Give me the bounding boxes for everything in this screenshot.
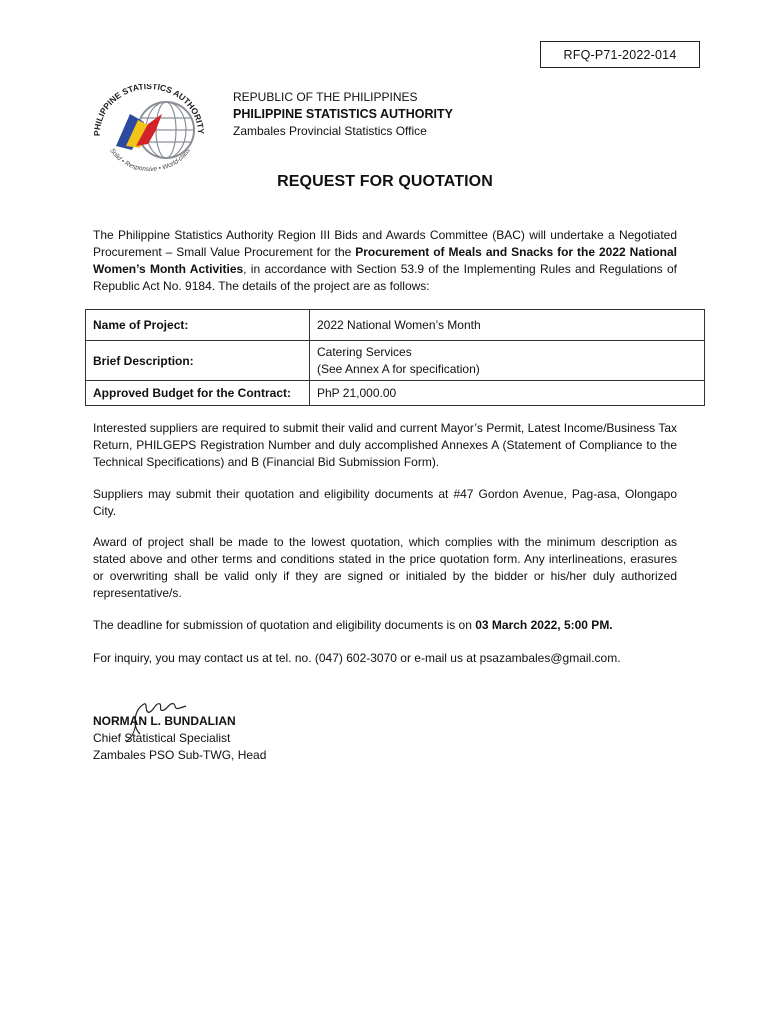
psa-logo: [86, 84, 210, 176]
header-agency: PHILIPPINE STATISTICS AUTHORITY: [233, 107, 453, 121]
intro-text-1: The Philippine Statistics Authority Region III Bids and Awards Committee (BAC) will undertake a Negotiated Procurement – Small Value Procurement for the: [93, 228, 677, 259]
deadline-date: 03 March 2022, 5:00 PM.: [475, 618, 613, 632]
project-details-table: [85, 309, 705, 406]
table-value-line1: Catering Services: [317, 344, 412, 359]
table-label: Name of Project:: [86, 310, 310, 341]
table-value-line2: (See Annex A for specification): [317, 361, 480, 376]
requirements-paragraph: Interested suppliers are required to submit their valid and current Mayor’s Permit, Latest Income/Business Tax Return, PHILGEPS Registration Number and duly accomplished Annexes A (Statement of Compliance to the Technical Specifications) and B (Financial Bid Submission Form).: [93, 421, 677, 469]
award-paragraph: Award of project shall be made to the lowest quotation, which complies with the minimum description as stated above and other terms and conditions stated in the price quotation form. Any interlineations, erasures or overwriting shall be valid only if they are signed or initialed by the bidder or his/her duly authorized representative/s.: [93, 535, 677, 600]
reference-number-box: [540, 41, 700, 68]
intro-text-2: , in accordance with Section 53.9 of the Implementing Rules and Regulations of Republic Act No. 9184. The details of the project are as follows:: [93, 262, 677, 293]
inquiry-paragraph: For inquiry, you may contact us at tel. no. (047) 602-3070 or e-mail us at psazambales@gmail.com.: [93, 651, 621, 665]
deadline-paragraph: [93, 617, 677, 634]
table-value: [310, 341, 705, 381]
table-row: [86, 341, 705, 381]
logo-motto-text: Solid • Responsive • World-class: [108, 147, 192, 174]
intro-project-name: Procurement of Meals and Snacks for the 2022 National Women’s Month Activities: [93, 245, 677, 276]
intro-paragraph: [93, 227, 677, 295]
table-label: Brief Description:: [86, 341, 310, 381]
signatory-position: Chief Statistical Specialist: [93, 731, 231, 745]
logo-arc-text: PHILIPPINE STATISTICS AUTHORITY: [91, 84, 207, 137]
table-value: 2022 National Women’s Month: [310, 310, 705, 341]
signatory-name: NORMAN L. BUNDALIAN: [93, 714, 236, 728]
office-header: [233, 89, 453, 140]
reference-number: RFQ-P71-2022-014: [563, 47, 677, 62]
deadline-text: The deadline for submission of quotation and eligibility documents is on: [93, 618, 476, 632]
table-value: PhP 21,000.00: [310, 381, 705, 406]
document-title: REQUEST FOR QUOTATION: [277, 173, 493, 190]
table-row: [86, 310, 705, 341]
signatory-office: Zambales PSO Sub-TWG, Head: [93, 748, 267, 762]
header-office: Zambales Provincial Statistics Office: [233, 124, 427, 138]
submission-paragraph: Suppliers may submit their quotation and eligibility documents at #47 Gordon Avenue, Pag-asa, Olongapo City.: [93, 487, 677, 518]
signatory-block: [93, 713, 266, 764]
table-label: Approved Budget for the Contract:: [86, 381, 310, 406]
header-republic: REPUBLIC OF THE PHILIPPINES: [233, 90, 418, 104]
table-row: [86, 381, 705, 406]
